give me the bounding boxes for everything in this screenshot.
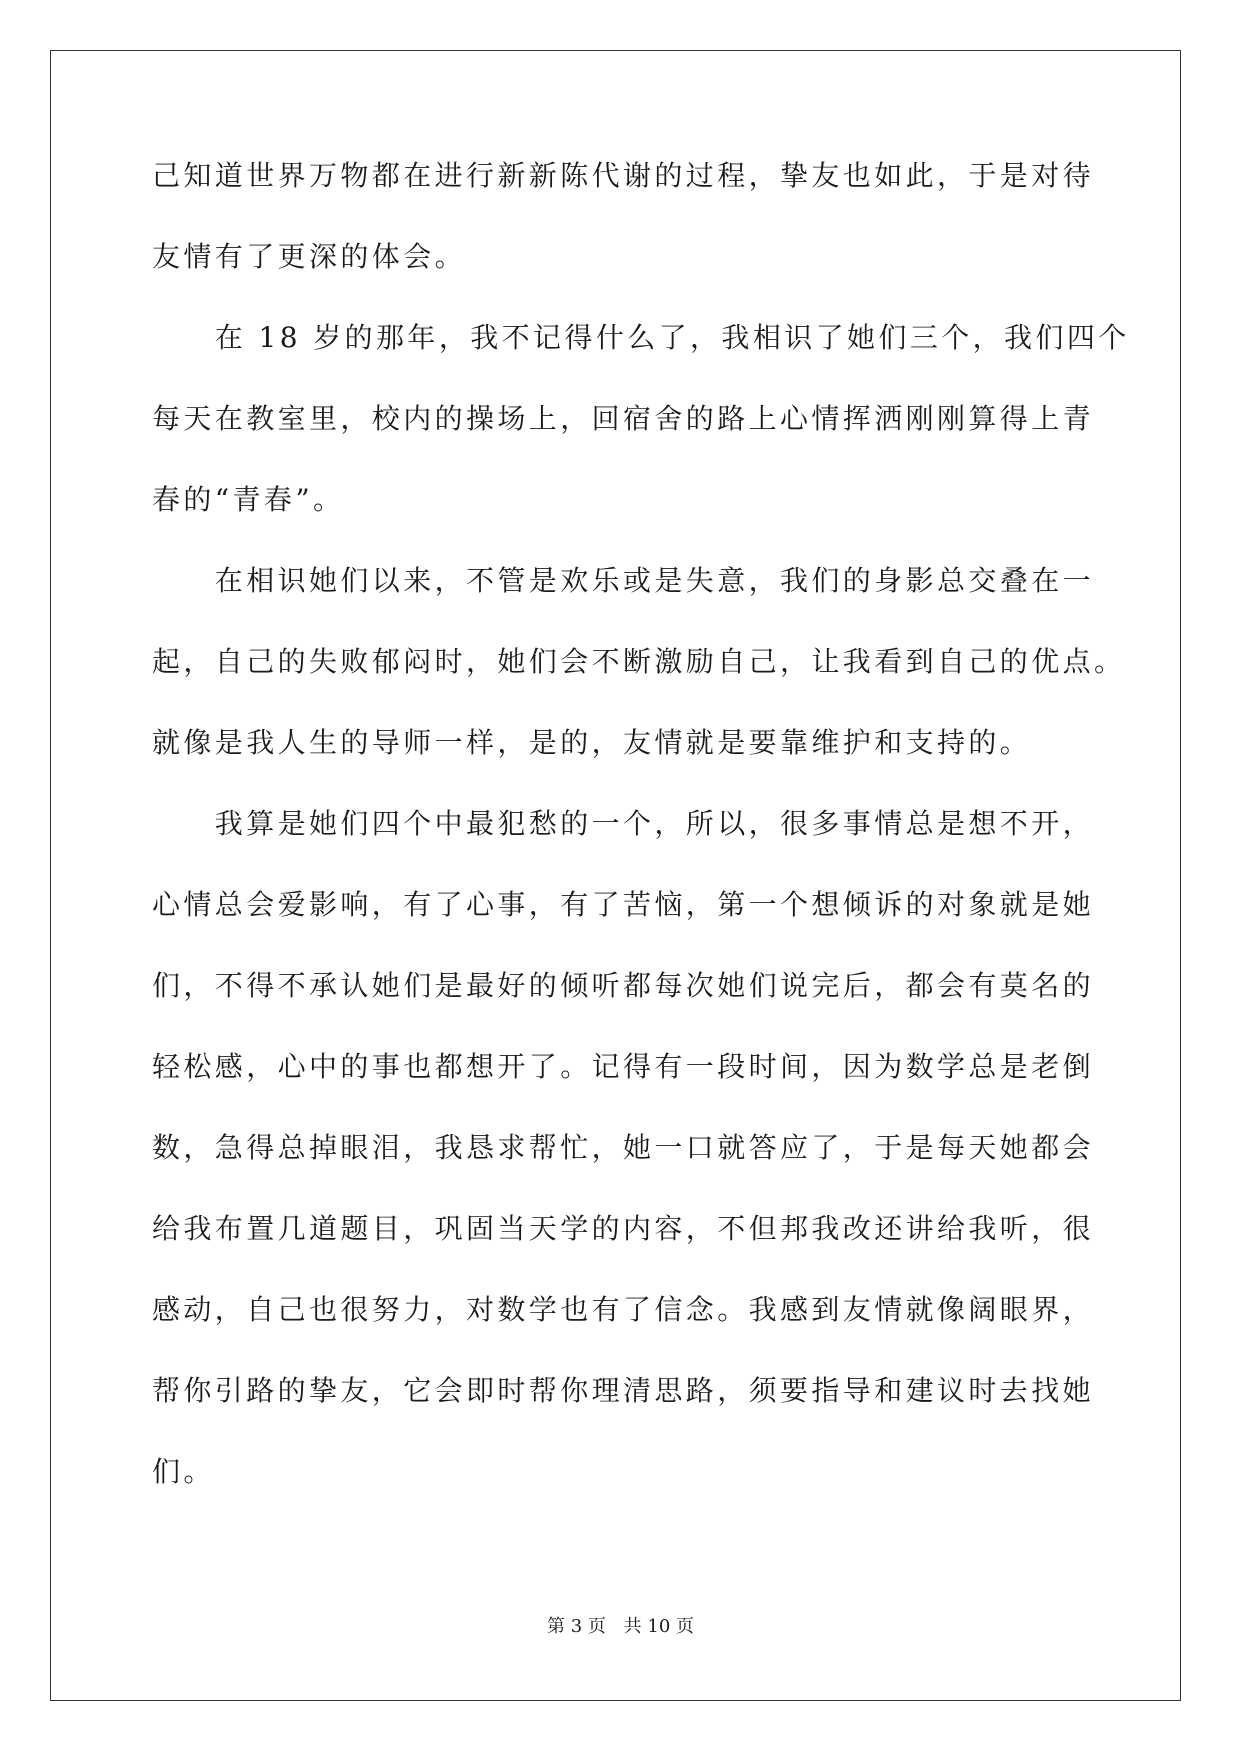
text-line: 每天在教室里，校内的操场上，回宿舍的路上心情挥洒刚刚算得上青: [152, 402, 1095, 435]
text-line: 在 18 岁的那年，我不记得什么了，我相识了她们三个，我们四个: [152, 321, 1130, 354]
text-line: 们，不得不承认她们是最好的倾听都每次她们说完后，都会有莫名的: [152, 969, 1095, 1002]
page-total: 共 10 页: [623, 1616, 694, 1637]
text-line: 们。: [152, 1455, 215, 1488]
page-footer: [0, 1617, 1241, 1637]
text-line: 友情有了更深的体会。: [152, 240, 467, 273]
text-line: 数，急得总掉眼泪，我恳求帮忙，她一口就答应了，于是每天她都会: [152, 1131, 1095, 1164]
text-line: 起，自己的失败郁闷时，她们会不断激励自己，让我看到自己的优点。: [152, 645, 1126, 678]
body-text: [152, 159, 1130, 1539]
page-number: 第 3 页: [547, 1616, 606, 1637]
text-line: 给我布置几道题目，巩固当天学的内容，不但邦我改还讲给我听，很: [152, 1212, 1095, 1245]
text-line: 就像是我人生的导师一样，是的，友情就是要靠维护和支持的。: [152, 726, 1032, 759]
text-line: 心情总会爱影响，有了心事，有了苦恼，第一个想倾诉的对象就是她: [152, 888, 1095, 921]
text-line: 帮你引路的挚友，它会即时帮你理清思路，须要指导和建议时去找她: [152, 1374, 1095, 1407]
text-line: 在相识她们以来，不管是欢乐或是失意，我们的身影总交叠在一: [152, 564, 1095, 597]
text-line: 我算是她们四个中最犯愁的一个，所以，很多事情总是想不开，: [152, 807, 1095, 840]
text-line: 己知道世界万物都在进行新新陈代谢的过程，挚友也如此，于是对待: [152, 159, 1095, 192]
text-line: 轻松感，心中的事也都想开了。记得有一段时间，因为数学总是老倒: [152, 1050, 1095, 1083]
text-line: 感动，自己也很努力，对数学也有了信念。我感到友情就像阔眼界，: [152, 1293, 1095, 1326]
text-line: 春的“青春”。: [152, 483, 345, 516]
